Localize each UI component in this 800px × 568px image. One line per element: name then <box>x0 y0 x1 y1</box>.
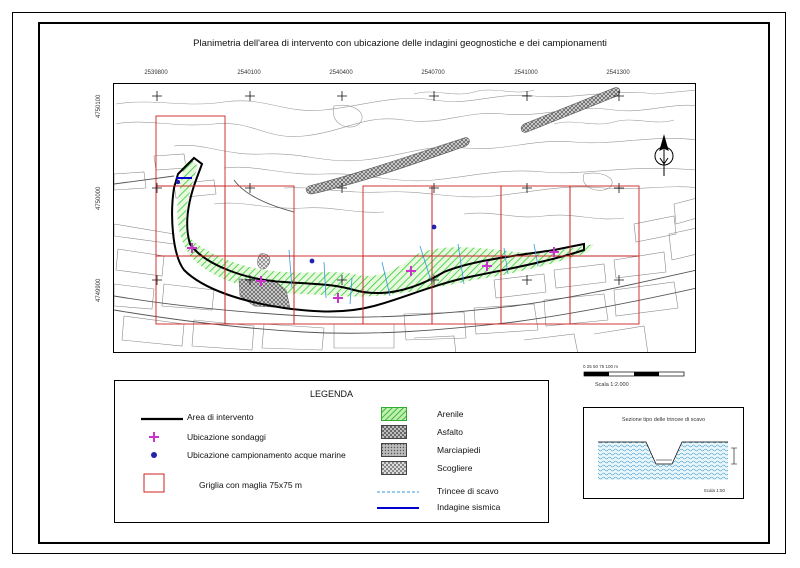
coord-top-3: 2540400 <box>329 70 353 76</box>
map-viewport[interactable] <box>113 83 696 353</box>
coord-top-1: 2539800 <box>144 70 168 76</box>
section-scale: Scala 1:50 <box>703 488 725 493</box>
legend-acque-label: Ubicazione campionamento acque marine <box>187 450 346 460</box>
legend-asfalto-symbol <box>381 425 407 439</box>
legend-marciapiedi-label: Marciapiedi <box>437 445 481 455</box>
legend-area-label: Area di intervento <box>187 412 254 422</box>
scale-label: Scala 1:2.000 <box>595 382 629 388</box>
legend-marciapiedi-symbol <box>381 443 407 457</box>
trench-section-drawing <box>584 408 745 500</box>
map-title: Planimetria dell'area di intervento con ubicazione delle indagini geognostiche e dei campionamenti <box>193 38 607 49</box>
legend-trincee-label: Trincee di scavo <box>437 486 499 496</box>
legend-acque-symbol <box>149 450 159 460</box>
contour-lines <box>116 90 696 219</box>
north-arrow-icon <box>655 136 673 176</box>
legend-griglia-symbol <box>143 473 165 493</box>
scale-bar-graphic <box>583 371 693 379</box>
scale-ticks: 0 25 50 75 100 m <box>583 364 619 369</box>
coord-top-5: 2541000 <box>514 70 538 76</box>
legend-title: LEGENDA <box>309 389 353 399</box>
legend-arenile-label: Arenile <box>437 409 464 419</box>
legend-asfalto-label: Asfalto <box>437 427 463 437</box>
coord-top-6: 2541300 <box>606 70 630 76</box>
legend-sondaggi-label: Ubicazione sondaggi <box>187 432 266 442</box>
coord-left-1: 4750100 <box>96 94 102 118</box>
legend-sismica-label: Indagine sismica <box>437 502 501 512</box>
acque-markers <box>176 180 437 264</box>
breakwater-2 <box>521 88 620 133</box>
map-drawing <box>114 84 696 353</box>
legend-scogliere-symbol <box>381 461 407 475</box>
legend-sismica-symbol <box>377 505 419 511</box>
coord-top-4: 2540700 <box>421 70 445 76</box>
scale-bar <box>583 364 703 390</box>
legend-arenile-symbol <box>381 407 407 421</box>
coord-top-2: 2540100 <box>237 70 261 76</box>
legend-sondaggi-symbol <box>149 432 159 442</box>
coord-left-3: 4749900 <box>96 278 102 302</box>
legend-scogliere-label: Scogliere <box>437 463 473 473</box>
coord-left-2: 4750000 <box>96 186 102 210</box>
legend-griglia-label: Griglia con maglia 75x75 m <box>199 480 302 490</box>
legend-area-symbol <box>141 416 183 422</box>
trench-section-box <box>583 407 744 499</box>
breakwater-1 <box>306 138 469 194</box>
section-title: Sezione tipo delle trincee di scavo <box>621 417 706 423</box>
legend-box <box>114 380 549 523</box>
legend-trincee-symbol <box>377 489 419 495</box>
